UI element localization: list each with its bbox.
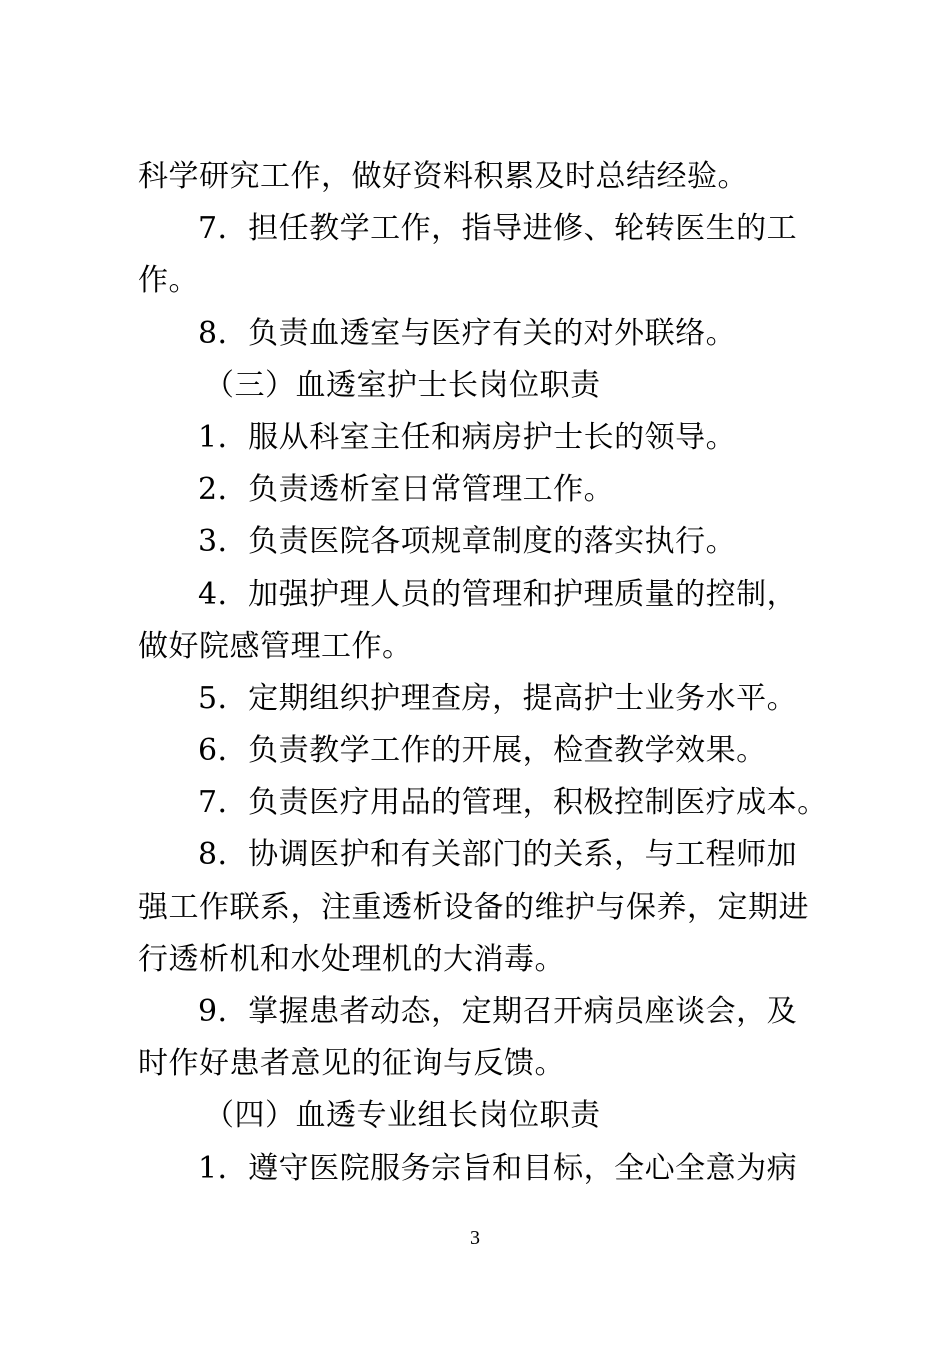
list-item-text: 3．负责医院各项规章制度的落实执行。 (198, 524, 737, 560)
section-heading: （三）血透室护士长岗位职责 (204, 367, 601, 403)
list-item-text: 2．负责透析室日常管理工作。 (198, 472, 615, 508)
list-item-text: 9．掌握患者动态，定期召开病员座谈会，及 (198, 994, 798, 1029)
text-line-continuation: 时作好患者意见的征询与反馈。 (138, 1046, 565, 1082)
text-line-continuation: 强工作联系，注重透析设备的维护与保养，定期进 (138, 889, 809, 925)
list-item-text: 1．遵守医院服务宗旨和目标，全心全意为病 (198, 1150, 798, 1186)
text-line-continuation: 作。 (138, 263, 199, 299)
text-line-continuation: 科学研究工作，做好资料积累及时总结经验。 (138, 159, 748, 194)
list-item-text: 7．担任教学工作，指导进修、轮转医生的工 (198, 211, 798, 247)
list-item-text: 6．负责教学工作的开展，检查教学效果。 (198, 733, 767, 769)
list-item-text: 8．负责血透室与医疗有关的对外联络。 (198, 315, 737, 351)
document-body (138, 151, 828, 1195)
list-item-text: 7．负责医疗用品的管理，积极控制医疗成本。 (198, 785, 828, 821)
text-line-continuation: 行透析机和水处理机的大消毒。 (138, 941, 565, 977)
text-line-continuation: 做好院感管理工作。 (138, 628, 413, 664)
list-item-text: 5．定期组织护理查房，提高护士业务水平。 (198, 680, 798, 716)
list-item-text: 1．服从科室主任和病房护士长的领导。 (198, 419, 737, 455)
page-number: 3 (470, 1227, 480, 1249)
list-item-text: 4．加强护理人员的管理和护理质量的控制， (198, 576, 798, 612)
section-heading: （四）血透专业组长岗位职责 (204, 1098, 601, 1134)
list-item-text: 8．协调医护和有关部门的关系，与工程师加 (198, 837, 798, 873)
